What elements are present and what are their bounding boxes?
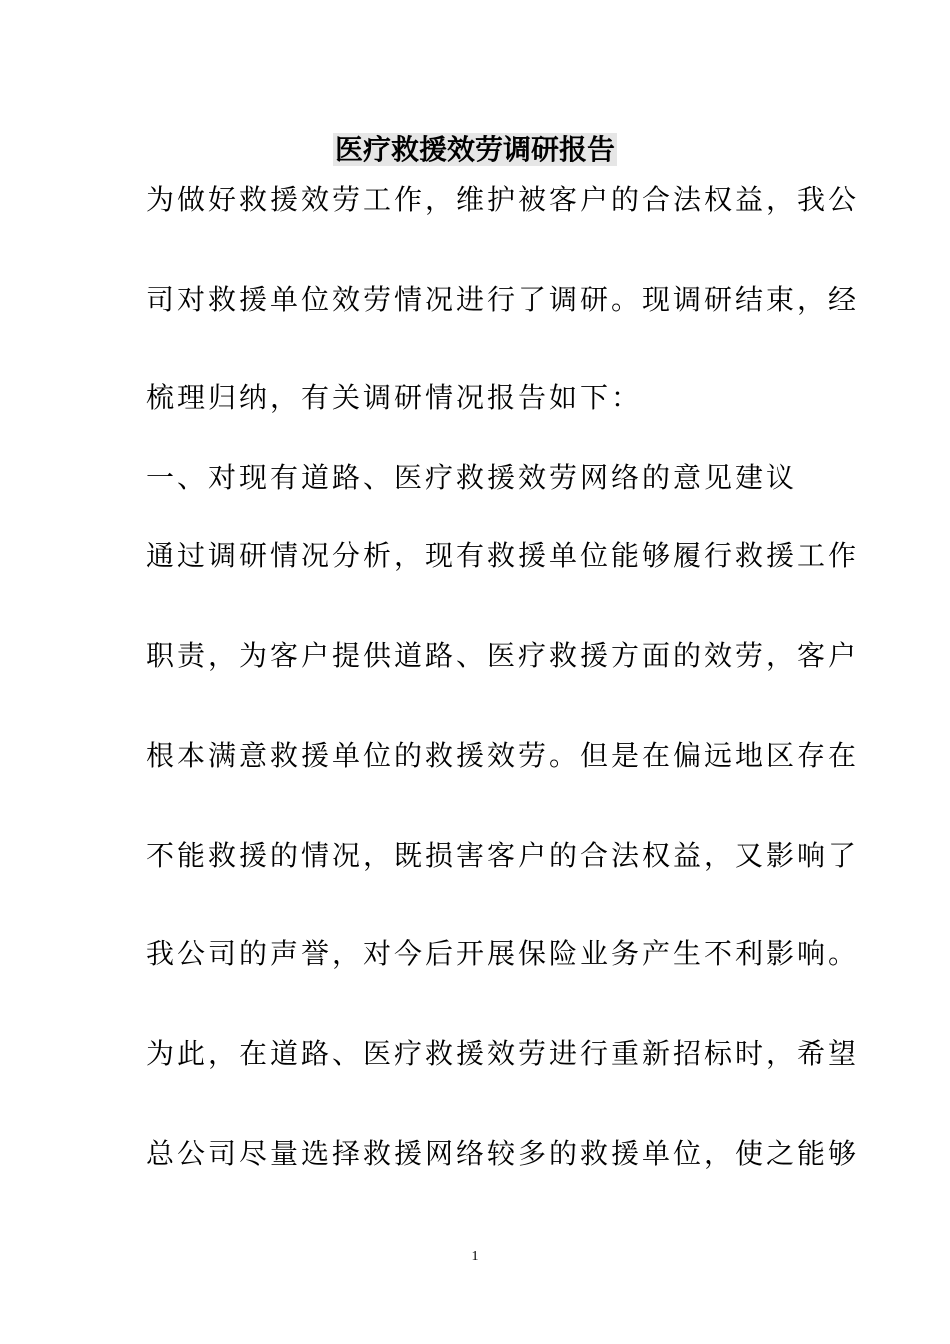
body-line-5: 职责，为客户提供道路、医疗救援方面的效劳，客户 [146,639,860,672]
body-line-10: 总公司尽量选择救援网络较多的救援单位，使之能够 [146,1137,860,1170]
body-line-4: 通过调研情况分析，现有救援单位能够履行救援工作 [146,539,860,572]
body-line-3: 梳理归纳，有关调研情况报告如下： [146,381,643,414]
body-line-8: 我公司的声誉，对今后开展保险业务产生不利影响。 [146,937,860,970]
document-title-text: 医疗救援效劳调研报告 [334,133,615,166]
document-title [0,130,950,170]
body-line-9: 为此，在道路、医疗救援效劳进行重新招标时，希望 [146,1037,860,1070]
body-line-1: 为做好救援效劳工作，维护被客户的合法权益，我公 [146,183,860,216]
body-line-7: 不能救援的情况，既损害客户的合法权益，又影响了 [146,839,860,872]
section-heading-1: 一、对现有道路、医疗救援效劳网络的意见建议 [146,461,798,494]
body-line-6: 根本满意救援单位的救援效劳。但是在偏远地区存在 [146,739,860,772]
page-number: 1 [471,1249,479,1264]
body-line-2: 司对救援单位效劳情况进行了调研。现调研结束，经 [146,283,860,316]
